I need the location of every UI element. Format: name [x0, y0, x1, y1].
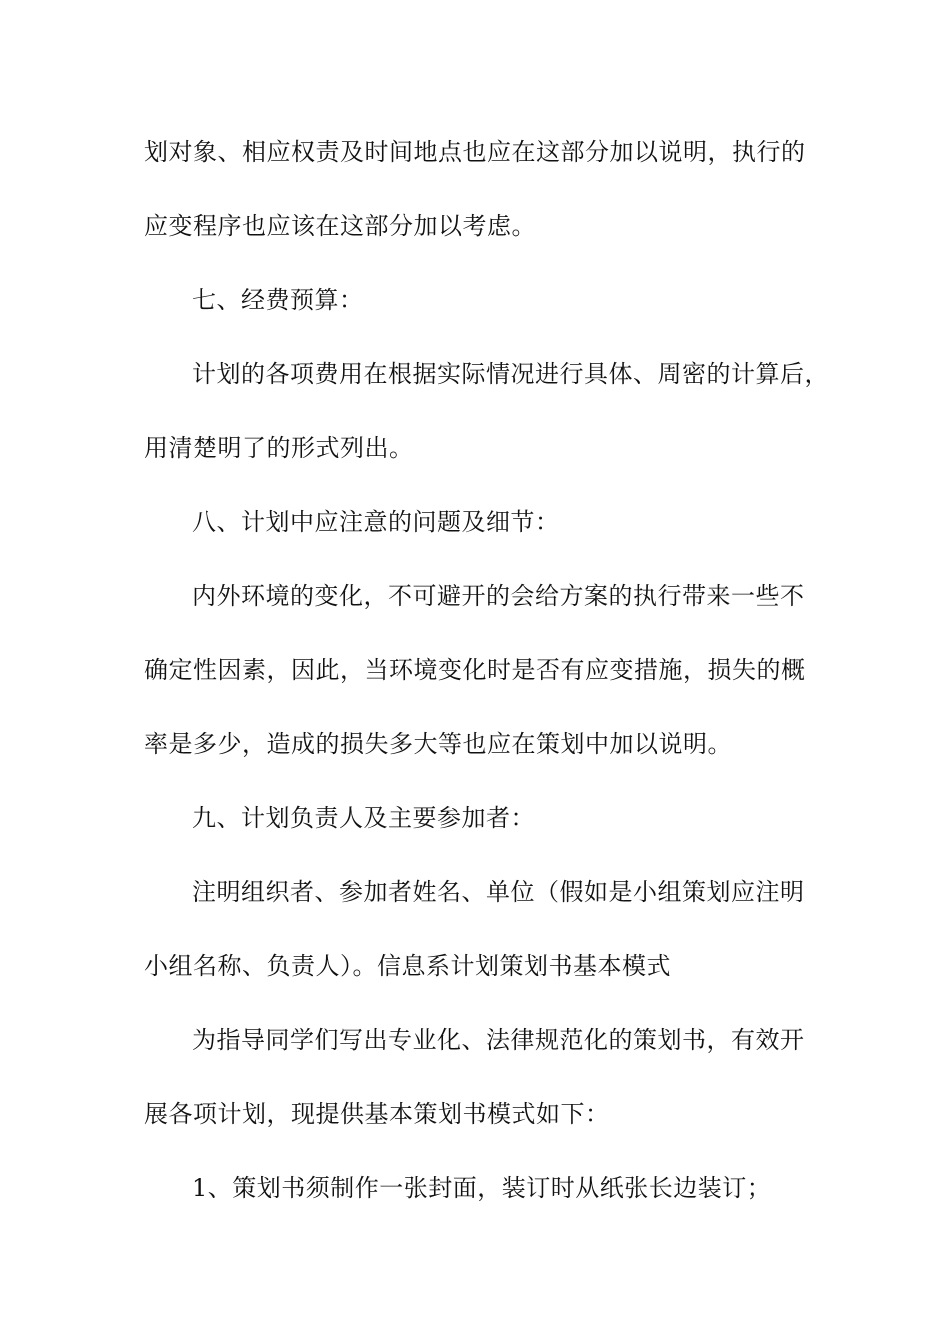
text-line-4: 计划的各项费用在根据实际情况进行具体、周密的计算后， — [192, 360, 829, 388]
text-line-14: 展各项计划，现提供基本策划书模式如下： — [144, 1100, 610, 1128]
text-line-1: 划对象、相应权责及时间地点也应在这部分加以说明，执行的 — [144, 138, 806, 166]
section-heading-8: 八、计划中应注意的问题及细节： — [192, 508, 560, 536]
section-heading-7: 七、经费预算： — [192, 286, 364, 314]
text-line-2: 应变程序也应该在这部分加以考虑。 — [144, 212, 536, 240]
text-line-8: 确定性因素，因此，当环境变化时是否有应变措施，损失的概 — [144, 656, 806, 684]
text-line-12: 小组名称、负责人）。信息系计划策划书基本模式 — [144, 952, 671, 980]
text-line-11: 注明组织者、参加者姓名、单位（假如是小组策划应注明 — [192, 878, 805, 906]
text-line-13: 为指导同学们写出专业化、法律规范化的策划书，有效开 — [192, 1026, 805, 1054]
text-line-5: 用清楚明了的形式列出。 — [144, 434, 414, 462]
text-line-9: 率是多少，造成的损失多大等也应在策划中加以说明。 — [144, 730, 732, 758]
section-heading-9: 九、计划负责人及主要参加者： — [192, 804, 535, 832]
list-item-1: 1、策划书须制作一张封面，装订时从纸张长边装订； — [192, 1174, 772, 1202]
text-line-7: 内外环境的变化，不可避开的会给方案的执行带来一些不 — [192, 582, 805, 610]
